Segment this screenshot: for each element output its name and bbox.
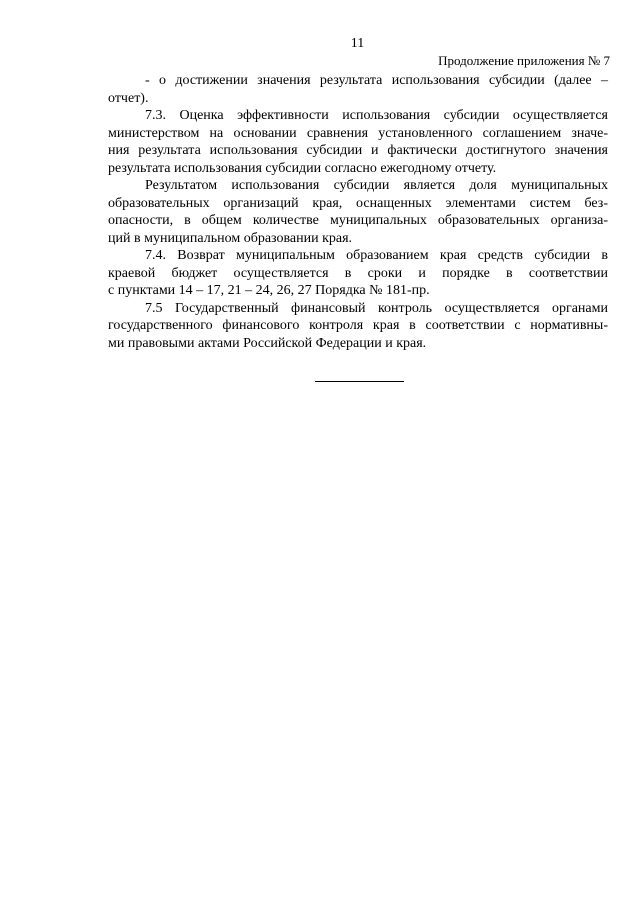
text-line: Результатом использования субсидии является доля муниципальных	[145, 178, 608, 193]
text-line: ми правовыми актами Российской Федерации и края.	[108, 335, 427, 351]
paragraph-7-4	[108, 247, 608, 300]
continuation-note: Продолжение приложения № 7	[438, 53, 610, 68]
text-line: с пунктами 14 – 17, 21 – 24, 26, 27 Порядка № 181-пр.	[108, 283, 430, 298]
text-line: ций в муниципальном образовании края.	[108, 230, 353, 246]
paragraph-7-5	[108, 300, 608, 353]
text-line: 7.3. Оценка эффективности использования субсидии осуществляется	[145, 108, 608, 123]
text-line: государственного финансового контроля края в соответствии с нормативны-	[108, 318, 608, 333]
text-line: результата использования субсидии согласно ежегодному отчету.	[108, 160, 497, 176]
text-line: опасности, в общем количестве муниципальных образовательных организа-	[108, 213, 608, 228]
text-line: образовательных организаций края, оснащенных элементами систем без-	[108, 195, 608, 211]
paragraph-report-item	[108, 72, 608, 107]
text-line: отчет).	[108, 90, 149, 106]
text-line: 7.4. Возврат муниципальным образованием края средств субсидии в	[145, 248, 608, 263]
paragraph-result	[108, 177, 608, 247]
text-line: ния результата использования субсидии и фактически достигнутого значения	[108, 143, 608, 158]
text-line: 7.5 Государственный финансовый контроль осуществляется органами	[145, 300, 608, 316]
text-line: министерством на основании сравнения установленного соглашением значе-	[108, 125, 608, 141]
text-line: - о достижении значения результата использования субсидии (далее –	[145, 73, 608, 88]
page-number: 11	[350, 36, 365, 51]
document-body	[108, 72, 608, 352]
text-line: краевой бюджет осуществляется в сроки и порядке в соответствии	[108, 265, 608, 281]
closing-separator-line	[315, 381, 404, 382]
paragraph-7-3	[108, 107, 608, 177]
